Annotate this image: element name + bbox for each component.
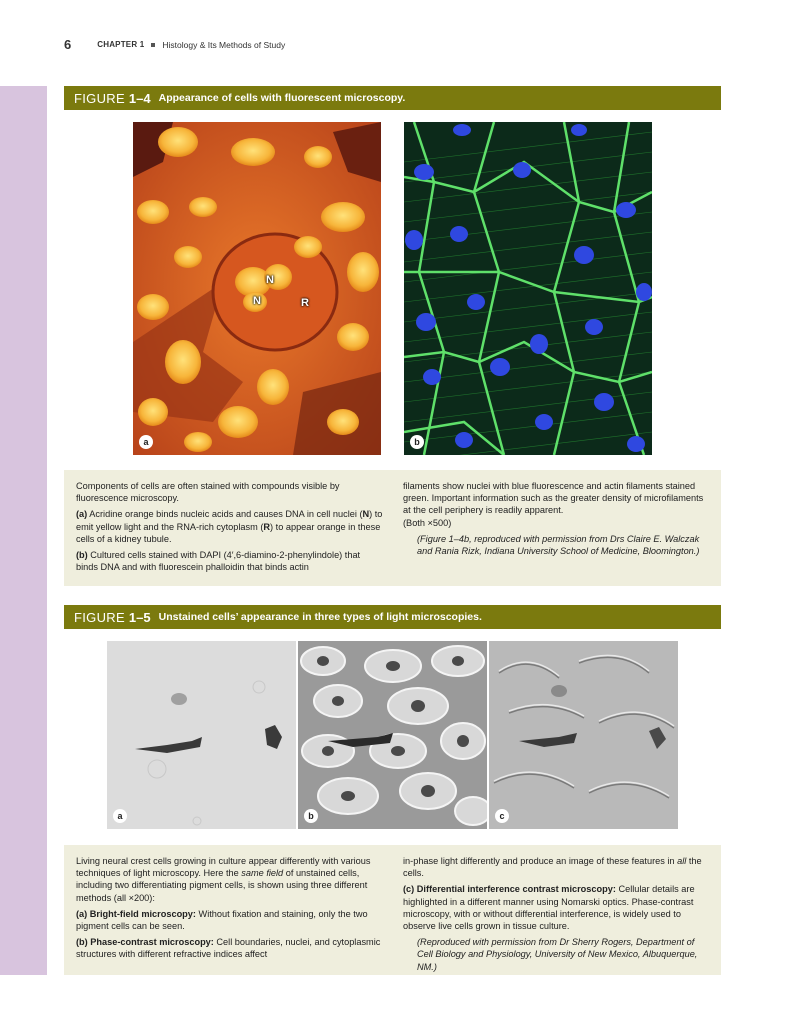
caption-part-b: (b) Cultured cells stained with DAPI (4′,6-diamino-2-phenylindole) that binds DNA and with fluorescein phalloidin that binds actin: [76, 550, 361, 573]
sidebar-stripe: [0, 86, 47, 975]
figure-1-5-number: 1–5: [128, 609, 151, 625]
panel-label-b: b: [410, 435, 424, 449]
figure-1-5-word: FIGURE: [74, 609, 125, 625]
caption-1-5-credit: (Reproduced with permission from Dr Sherry Rogers, Department of Cell Biology and Physiology, University of New Mexico, Albuquerque, NM.): [417, 937, 698, 972]
caption-1-5-part-b-continued: in-phase light differently and produce an image of these features in all the cells.: [403, 856, 702, 879]
caption-part-b-continued: filaments show nuclei with blue fluorescence and actin filaments stained green. Important information such as the greater density of microfilaments at the cell periphery is readily apparent.: [403, 481, 704, 516]
caption-1-5-part-b: (b) Phase-contrast microscopy: Cell boundaries, nuclei, and cytoplasmic structures with different refractive indices affect: [76, 937, 381, 960]
caption-credit: (Figure 1–4b, reproduced with permission from Drs Claire E. Walczak and Rania Rizk, Indiana University School of Medicine, Bloomington.): [417, 533, 700, 557]
caption-1-5-part-c: (c) Differential interference contrast microscopy: Cellular details are highlighted in a different manner using Nomarski optics. Phase-contrast microscopy, with or without differential interference, is widely used to observe live cells grown in tissue culture.: [403, 884, 695, 932]
figure-1-5-caption-left: [76, 855, 384, 965]
figure-1-5a-bright-field-image: [107, 641, 296, 829]
caption-magnification: (Both ×500): [403, 517, 452, 528]
page-header: [64, 37, 285, 52]
cytoplasm-marker: R: [301, 297, 309, 309]
figure-1-4-caption: [64, 470, 721, 586]
page-number: 6: [64, 37, 72, 52]
chapter-label: CHAPTER 1: [97, 40, 145, 49]
figure-1-4-caption-right: [403, 480, 711, 561]
panel-label-c: c: [495, 809, 509, 823]
nucleus-marker-1: N: [266, 274, 274, 286]
figure-1-4b-fluorescence-image: [404, 122, 652, 455]
panel-label-a: a: [139, 435, 153, 449]
figure-1-5-caption-right: [403, 855, 711, 977]
figure-1-4-caption-left: [76, 480, 384, 577]
figure-1-5-caption: [64, 845, 721, 975]
panel-label-a-2: a: [113, 809, 127, 823]
book-title: Histology & Its Methods of Study: [162, 39, 286, 50]
caption-1-5-part-a: (a) Bright-field microscopy: Without fixation and staining, only the two pigment cells can be seen.: [76, 908, 368, 932]
nucleus-marker-2: N: [253, 295, 261, 307]
caption-intro: Components of cells are often stained with compounds visible by fluorescence microscopy.: [76, 481, 340, 504]
figure-1-4-word: FIGURE: [74, 90, 125, 106]
caption-part-a: (a) Acridine orange binds nucleic acids and causes DNA in cell nuclei (N) to emit yellow light and the RNA-rich cytoplasm (R) to appear orange in these cells of a kidney tubule.: [76, 509, 383, 544]
figure-1-5-title: Unstained cells’ appearance in three types of light microscopies.: [158, 611, 482, 623]
figure-1-5-title-bar: [64, 605, 721, 629]
figure-1-4-title: Appearance of cells with fluorescent microscopy.: [158, 92, 406, 104]
header-separator: [151, 43, 155, 47]
figure-1-4a-fluorescence-image: [133, 122, 381, 455]
figure-1-5c-dic-image: [489, 641, 678, 829]
figure-1-4-title-bar: [64, 86, 721, 110]
figure-1-4-number: 1–4: [128, 90, 151, 106]
panel-label-b-2: b: [304, 809, 318, 823]
caption-1-5-intro: Living neural crest cells growing in culture appear differently with various techniques of light microscopy. Here the same field of unstained cells, including two differentiating pigment cells, is shown using three different methods (all ×200):: [76, 856, 371, 903]
figure-1-5b-phase-contrast-image: [298, 641, 487, 829]
